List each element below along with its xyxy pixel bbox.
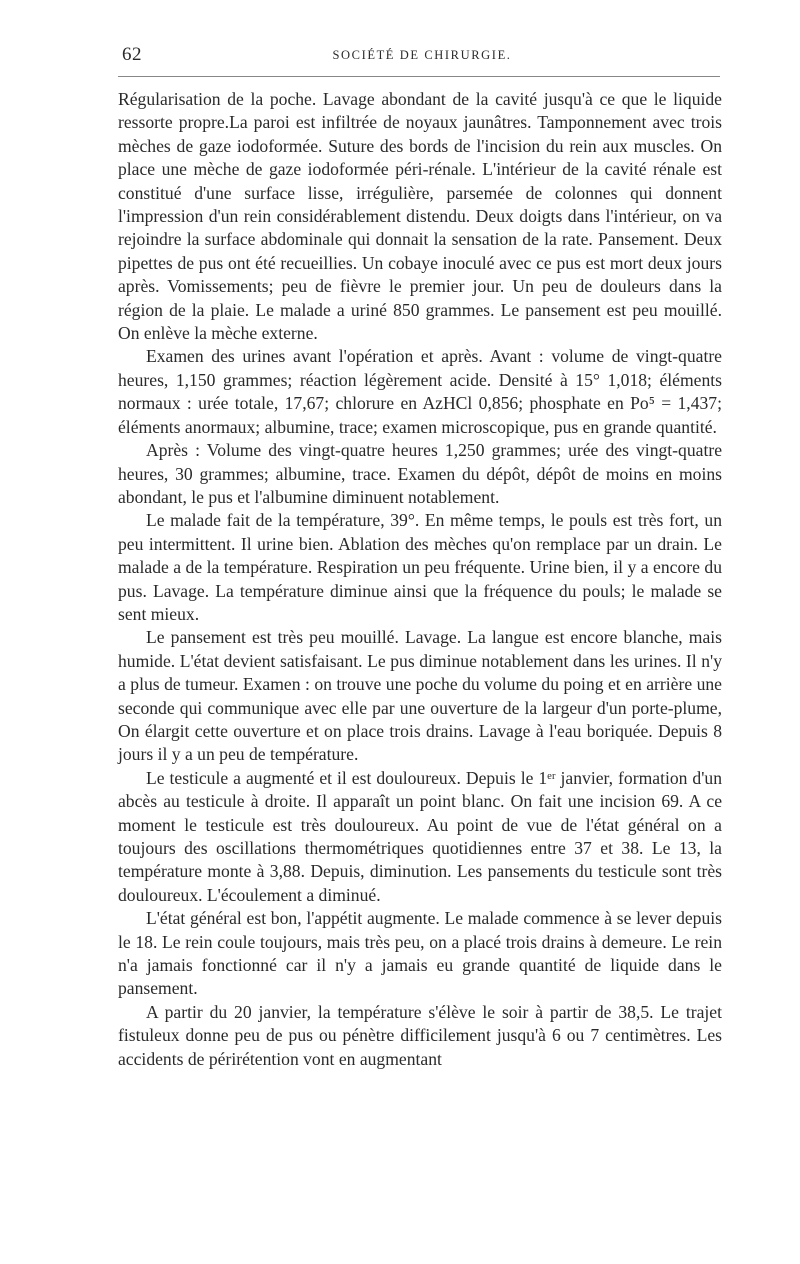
paragraph-2: Examen des urines avant l'opération et après. Avant : volume de vingt-quatre heures, 1,150 grammes; réaction légèrement acide. Densité à 15° 1,018; éléments normaux : urée totale, 17,67; chlorure en AzHCl 0,856; phosphate en Po⁵ = 1,437; éléments anormaux; albumine, trace; examen microscopique, pus en grande quantité. — [118, 346, 722, 437]
paragraph-8: A partir du 20 janvier, la température s'élève le soir à partir de 38,5. Le trajet fistuleux donne peu de pus ou pénètre difficilement jusqu'à 6 ou 7 centimètres. Les accidents de périrétention vont en augmentant — [118, 1001, 722, 1069]
header-rule — [118, 76, 720, 77]
paragraph-6: Le testicule a augmenté et il est douloureux. Depuis le 1ᵉʳ janvier, formation d'un abcès au testicule à droite. Il apparaît un point blanc. On fait une incision 69. A ce moment le testicule est très douloureux. Au point de vue de l'état général on a toujours des oscillations thermométriques quotidiennes entre 37 et 38. Le 13, la température monte à 3,88. Depuis, diminution. Les pansements du testicule sont très douloureux. L'écoulement a diminué. — [118, 767, 722, 905]
paragraph-1: Régularisation de la poche. Lavage abondant de la cavité jusqu'à ce que le liquide ressorte propre.La paroi est infiltrée de noyaux jaunâtres. Tamponnement avec trois mèches de gaze iodoformée. Suture des bords de l'incision du rein aux muscles. On place une mèche de gaze iodoformée péri-rénale. L'intérieur de la cavité rénale est constitué d'une surface lisse, irrégulière, parsemée de colonnes qui donnent l'impression d'un rein considérablement distendu. Deux doigts dans l'intérieur, on va rejoindre la surface abdominale qui donnait la sensation de la rate. Pansement. Deux pipettes de pus ont été recueillies. Un cobaye inoculé avec ce pus est mort deux jours après. Vomissements; peu de fièvre le premier jour. Un peu de douleurs dans la région de la plaie. Le malade a uriné 850 grammes. Le pansement est peu mouillé. On enlève la mèche externe. — [118, 89, 722, 344]
page-header — [122, 44, 722, 74]
page-number: 62 — [122, 44, 142, 65]
paragraph-3: Après : Volume des vingt-quatre heures 1,250 grammes; urée des vingt-quatre heures, 30 grammes; albumine, trace. Examen du dépôt, dépôt de moins en moins abondant, le pus et l'albumine diminuent notablement. — [118, 440, 722, 507]
paragraph-4: Le malade fait de la température, 39°. En même temps, le pouls est très fort, un peu intermittent. Il urine bien. Ablation des mèches qu'on remplace par un drain. Le malade a de la température. Respiration un peu fréquente. Urine bien, il y a encore du pus. Lavage. La température diminue ainsi que la fréquence du pouls; le malade se sent mieux. — [118, 510, 722, 624]
running-head: SOCIÉTÉ DE CHIRURGIE. — [332, 48, 512, 62]
body-text — [118, 88, 722, 1071]
paragraph-5: Le pansement est très peu mouillé. Lavage. La langue est encore blanche, mais humide. L'état devient satisfaisant. Le pus diminue notablement dans les urines. Il n'y a plus de tumeur. Examen : on trouve une poche du volume du poing et en arrière une seconde qui communique avec elle par une ouverture de la largeur d'un porte-plume, On élargit cette ouverture et on place trois drains. Lavage à l'eau boriquée. Depuis 8 jours il y a un peu de température. — [118, 627, 722, 765]
paragraph-7: L'état général est bon, l'appétit augmente. Le malade commence à se lever depuis le 18. Le rein coule toujours, mais très peu, on a placé trois drains à demeure. Le rein n'a jamais fonctionné car il n'y a jamais eu grande quantité de liquide dans le pansement. — [118, 908, 722, 999]
